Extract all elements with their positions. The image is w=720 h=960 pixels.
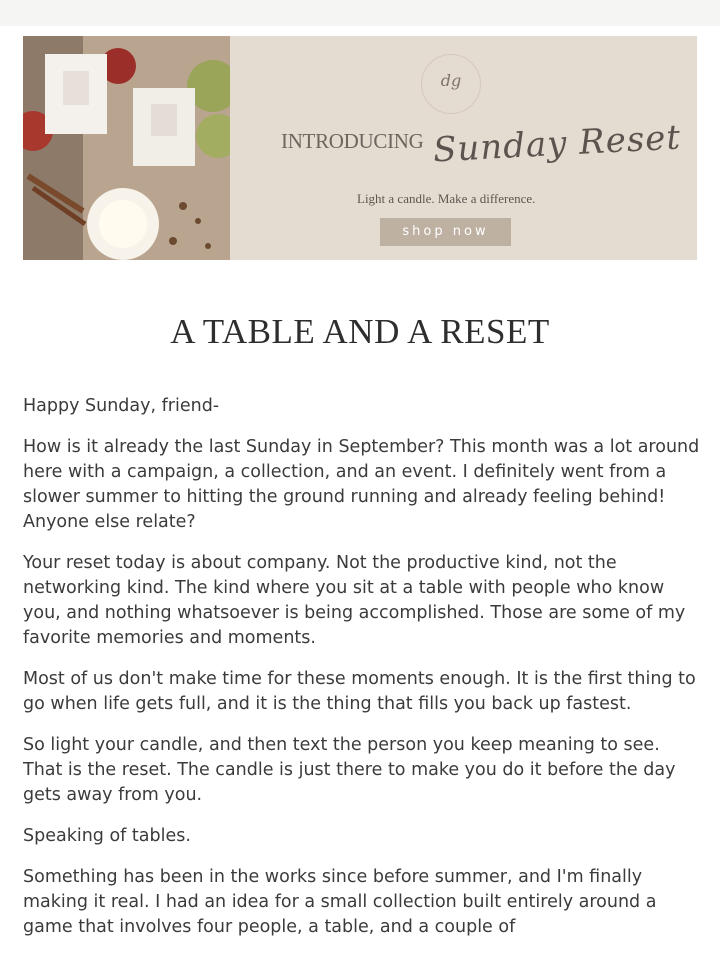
paragraph-1: How is it already the last Sunday in September? This month was a lot around here with a campaign, a collection, and an event. I definitely went from a slower summer to hitting the ground running and already feeling behind! Anyone else relate?	[23, 437, 700, 532]
shop-now-button[interactable]: shop now	[380, 218, 511, 246]
top-bar	[0, 0, 720, 26]
brand-logo-monogram: dg	[440, 71, 462, 90]
article-body	[23, 394, 703, 956]
article-headline: A TABLE AND A RESET	[170, 312, 550, 351]
banner-tagline: Light a candle. Make a difference.	[357, 191, 536, 206]
paragraph-6: Something has been in the works since before summer, and I'm finally making it real. I had an idea for a small collection built entirely around a game that involves four people, a table, and a couple of	[23, 867, 657, 937]
paragraph-5: Speaking of tables.	[23, 826, 191, 846]
promo-banner[interactable]	[23, 36, 697, 260]
paragraph-3: Most of us don't make time for these moments enough. It is the first thing to go when life gets full, and it is the thing that fills you back up fastest.	[23, 669, 696, 714]
paragraph-4: So light your candle, and then text the person you keep meaning to see. That is the reset. The candle is just there to make you do it before the day gets away from you.	[23, 735, 676, 805]
candles-photo	[23, 36, 230, 260]
brand-logo	[421, 54, 481, 114]
banner-script-title: Sunday Reset	[432, 117, 682, 171]
paragraph-2: Your reset today is about company. Not the productive kind, not the networking kind. The kind where you sit at a table with people who know you, and nothing whatsoever is being accomplished. Those are some of my favorite memories and moments.	[23, 553, 686, 648]
banner-intro-text: INTRODUCING	[281, 129, 424, 153]
paragraph-greeting: Happy Sunday, friend-	[23, 396, 220, 416]
